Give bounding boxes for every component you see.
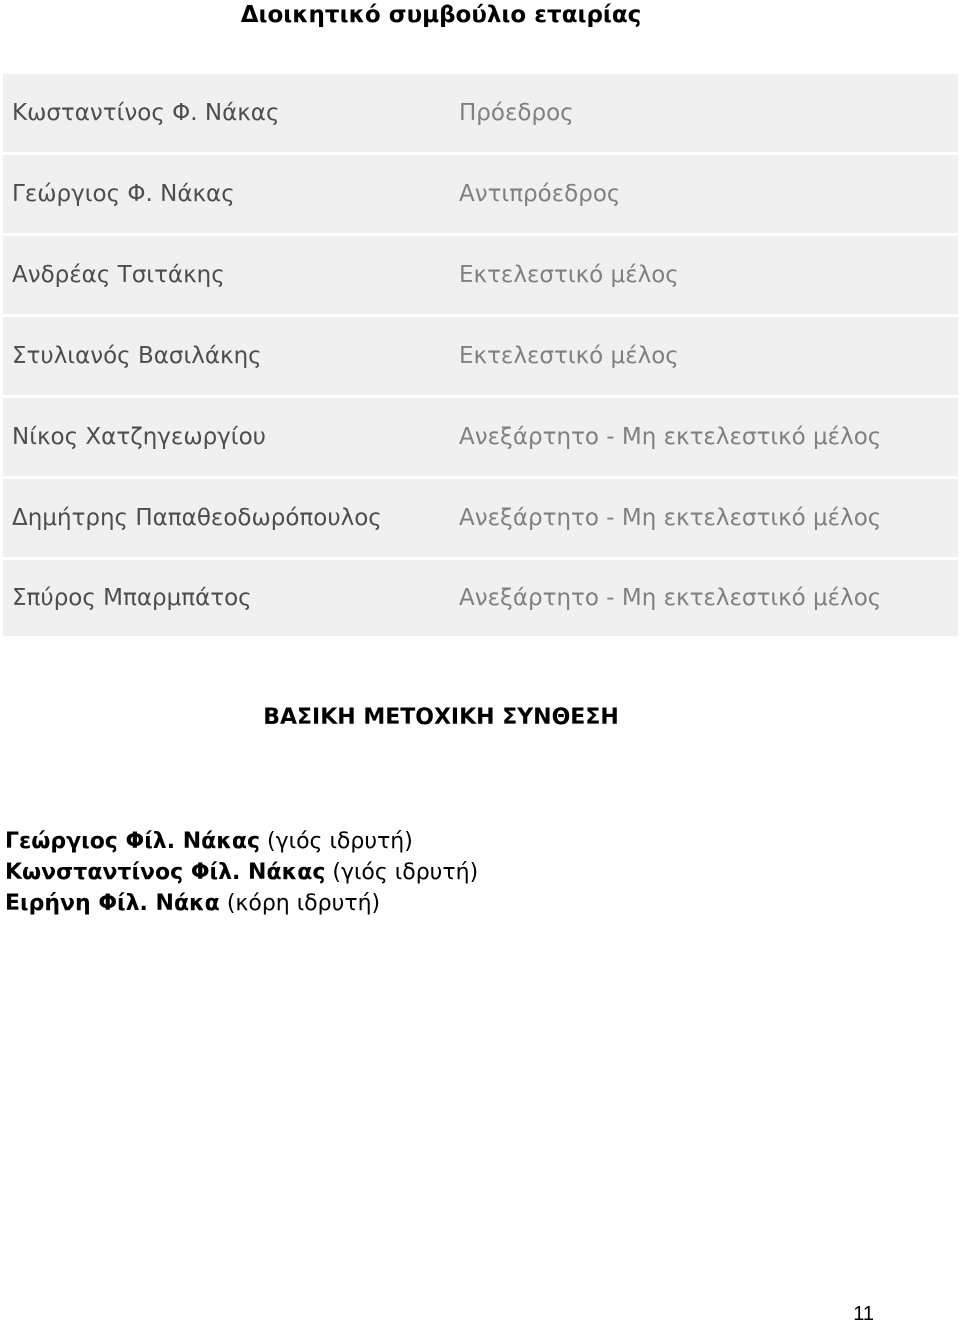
board-member-name: Σπύρος Μπαρμπάτος bbox=[12, 585, 252, 611]
board-member-role: Ανεξάρτητο - Μη εκτελεστικό μέλος bbox=[459, 585, 882, 611]
board-member-role: Ανεξάρτητο - Μη εκτελεστικό μέλος bbox=[459, 424, 882, 450]
shareholder-list bbox=[5, 826, 478, 919]
board-member-name: Δημήτρης Παπαθεοδωρόπουλος bbox=[12, 505, 382, 531]
shareholding-heading: ΒΑΣΙΚΗ ΜΕΤΟΧΙΚΗ ΣΥΝΘΕΣΗ bbox=[263, 705, 619, 730]
board-member-name: Στυλιανός Βασιλάκης bbox=[12, 343, 262, 369]
shareholder-item bbox=[5, 826, 478, 857]
board-row bbox=[3, 398, 958, 476]
board-row bbox=[3, 317, 958, 395]
board-row bbox=[3, 236, 958, 314]
board-member-name: Κωσταντίνος Φ. Νάκας bbox=[12, 100, 280, 126]
shareholder-relation: (γιός ιδρυτή) bbox=[332, 860, 479, 885]
board-row bbox=[3, 74, 958, 152]
shareholder-item bbox=[5, 857, 478, 888]
board-member-role: Ανεξάρτητο - Μη εκτελεστικό μέλος bbox=[459, 505, 882, 531]
board-member-role: Εκτελεστικό μέλος bbox=[459, 262, 679, 288]
board-member-name: Νίκος Χατζηγεωργίου bbox=[12, 424, 266, 450]
page-title: Διοικητικό συμβούλιο εταιρίας bbox=[240, 2, 642, 28]
board-row bbox=[3, 560, 958, 636]
board-member-role: Εκτελεστικό μέλος bbox=[459, 343, 679, 369]
board-member-name: Ανδρέας Τσιτάκης bbox=[12, 262, 225, 288]
shareholder-name: Ειρήνη Φίλ. Νάκα bbox=[5, 891, 220, 916]
shareholder-name: Κωνσταντίνος Φίλ. Νάκας bbox=[5, 860, 326, 885]
board-member-role: Αντιπρόεδρος bbox=[459, 181, 621, 207]
board-row bbox=[3, 155, 958, 233]
shareholder-relation: (γιός ιδρυτή) bbox=[267, 829, 413, 854]
shareholder-name: Γεώργιος Φίλ. Νάκας bbox=[5, 829, 261, 854]
board-row bbox=[3, 479, 958, 557]
board-table bbox=[3, 74, 958, 636]
board-member-role: Πρόεδρος bbox=[459, 100, 574, 126]
page-number: 11 bbox=[853, 1303, 874, 1325]
board-member-name: Γεώργιος Φ. Νάκας bbox=[12, 181, 235, 207]
shareholder-relation: (κόρη ιδρυτή) bbox=[226, 891, 381, 916]
shareholder-item bbox=[5, 888, 478, 919]
